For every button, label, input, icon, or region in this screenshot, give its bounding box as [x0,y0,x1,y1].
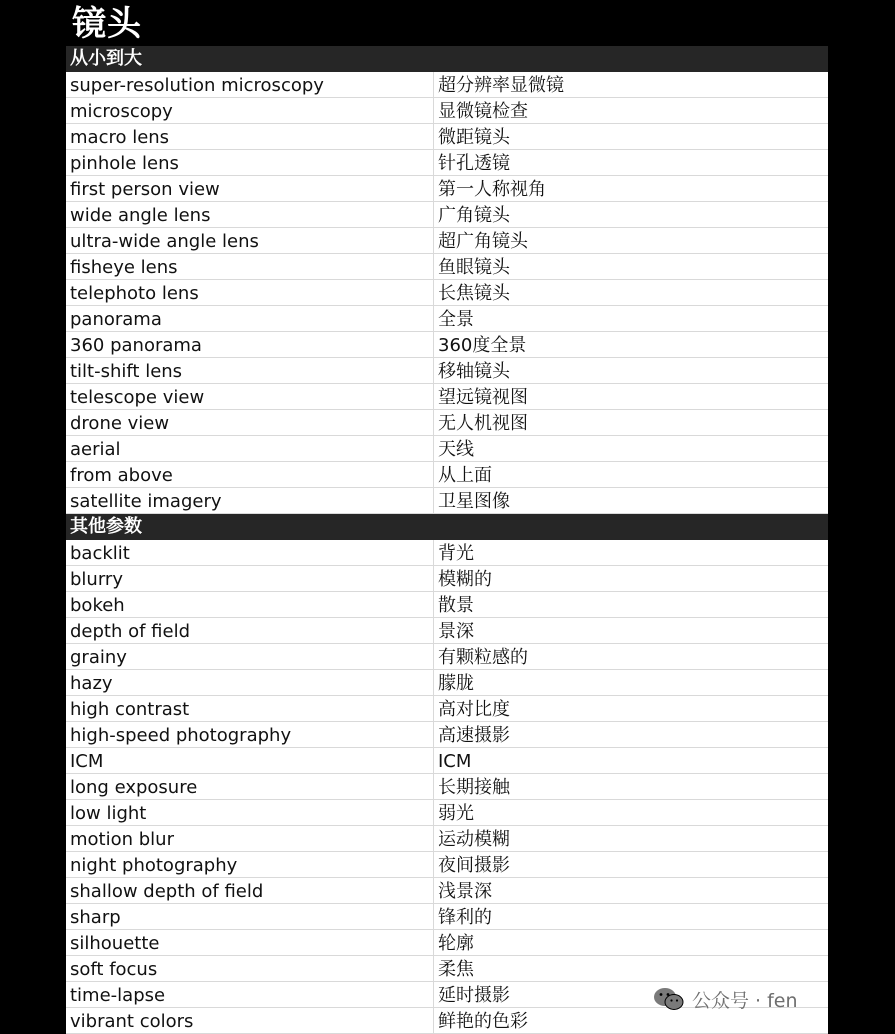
table-row [66,540,828,566]
table-row [66,150,828,176]
term-chinese: 长期接触 [438,777,510,798]
table-row [66,488,828,514]
table-row [66,228,828,254]
term-chinese: 运动模糊 [438,829,510,850]
term-english: telescope view [66,384,434,409]
term-chinese: 浅景深 [438,881,492,902]
table-row [66,878,828,904]
term-chinese: 有颗粒感的 [438,647,528,668]
table-row [66,618,828,644]
table-row [66,124,828,150]
term-chinese: 模糊的 [438,569,492,590]
table-row [66,696,828,722]
table-row [66,254,828,280]
table-row [66,722,828,748]
term-chinese: 移轴镜头 [438,361,510,382]
term-chinese: 360度全景 [438,335,527,356]
table-row [66,800,828,826]
term-english: satellite imagery [66,488,434,513]
term-chinese: 鲜艳的色彩 [438,1011,528,1032]
term-chinese: 夜间摄影 [438,855,510,876]
term-english: from above [66,462,434,487]
table-row [66,1008,828,1034]
term-english: first person view [66,176,434,201]
term-english: 360 panorama [66,332,434,357]
term-chinese: 轮廓 [438,933,474,954]
table-row [66,774,828,800]
term-english: shallow depth of field [66,878,434,903]
term-english: macro lens [66,124,434,149]
term-chinese: 柔焦 [438,959,474,980]
term-chinese: 全景 [438,309,474,330]
term-english: fisheye lens [66,254,434,279]
footer-watermark-text: 公众号 · fen [692,989,798,1012]
table-row [66,982,828,1008]
term-english: grainy [66,644,434,669]
term-chinese: 超广角镜头 [438,231,528,252]
term-chinese: ICM [438,751,472,772]
term-chinese: 望远镜视图 [438,387,528,408]
term-english: backlit [66,540,434,565]
table-row [66,462,828,488]
term-chinese: 鱼眼镜头 [438,257,510,278]
table-row [66,644,828,670]
term-english: low light [66,800,434,825]
term-english: night photography [66,852,434,877]
table-row [66,748,828,774]
table-row [66,904,828,930]
term-chinese: 卫星图像 [438,491,510,512]
term-chinese: 背光 [438,543,474,564]
term-english: super-resolution microscopy [66,72,434,97]
term-english: telephoto lens [66,280,434,305]
table-row [66,592,828,618]
table-row [66,410,828,436]
term-english: panorama [66,306,434,331]
term-chinese: 景深 [438,621,474,642]
term-english: pinhole lens [66,150,434,175]
table-row [66,280,828,306]
term-english: sharp [66,904,434,929]
term-chinese: 微距镜头 [438,127,510,148]
glossary-table [66,46,828,1034]
table-row [66,176,828,202]
term-english: tilt-shift lens [66,358,434,383]
term-chinese: 显微镜检查 [438,101,528,122]
term-english: time-lapse [66,982,434,1007]
term-chinese: 延时摄影 [438,985,510,1006]
table-row [66,332,828,358]
term-english: silhouette [66,930,434,955]
term-english: blurry [66,566,434,591]
table-row [66,384,828,410]
table-row [66,358,828,384]
term-english: bokeh [66,592,434,617]
term-english: ICM [66,748,434,773]
table-row [66,930,828,956]
term-chinese: 散景 [438,595,474,616]
term-english: microscopy [66,98,434,123]
table-row [66,956,828,982]
term-english: long exposure [66,774,434,799]
table-row [66,670,828,696]
term-english: high-speed photography [66,722,434,747]
term-chinese: 从上面 [438,465,492,486]
table-row [66,566,828,592]
term-chinese: 天线 [438,439,474,460]
term-english: motion blur [66,826,434,851]
table-row [66,98,828,124]
term-english: high contrast [66,696,434,721]
term-english: ultra-wide angle lens [66,228,434,253]
table-row [66,826,828,852]
term-chinese: 超分辨率显微镜 [438,75,564,96]
term-chinese: 高速摄影 [438,725,510,746]
term-english: wide angle lens [66,202,434,227]
term-chinese: 无人机视图 [438,413,528,434]
term-chinese: 广角镜头 [438,205,510,226]
term-chinese: 弱光 [438,803,474,824]
page-title: 镜头 [72,4,142,44]
term-chinese: 针孔透镜 [438,153,510,174]
term-english: hazy [66,670,434,695]
table-row [66,436,828,462]
term-chinese: 第一人称视角 [438,179,546,200]
section-header: 从小到大 [66,46,828,72]
table-row [66,72,828,98]
term-english: drone view [66,410,434,435]
term-english: depth of field [66,618,434,643]
term-chinese: 高对比度 [438,699,510,720]
term-chinese: 长焦镜头 [438,283,510,304]
term-english: soft focus [66,956,434,981]
table-row [66,202,828,228]
term-english: aerial [66,436,434,461]
section-header: 其他参数 [66,514,828,540]
table-row [66,852,828,878]
term-english: vibrant colors [66,1008,434,1033]
term-chinese: 锋利的 [438,907,492,928]
table-row [66,306,828,332]
term-chinese: 朦胧 [438,673,474,694]
